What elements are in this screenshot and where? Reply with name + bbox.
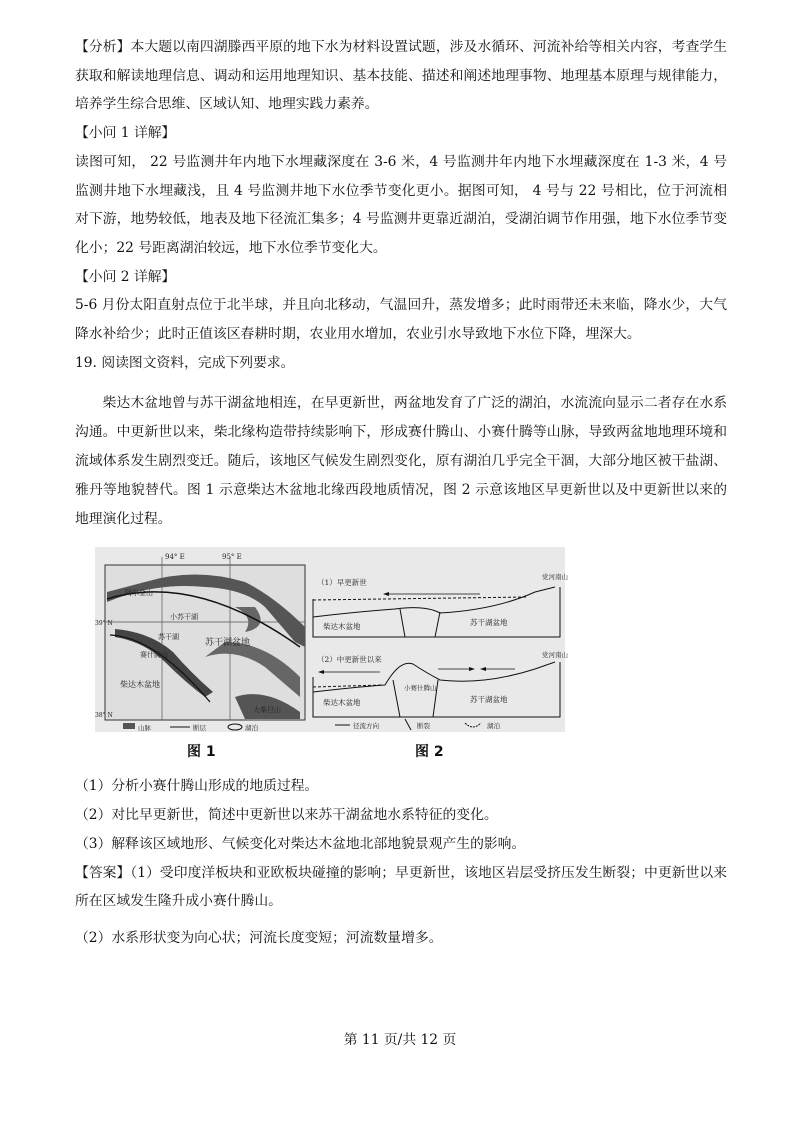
question-19-title: 19. 阅读图文资料，完成下列要求。 — [75, 354, 295, 371]
question-1: （1）分析小赛什腾山形成的地质过程。 — [75, 778, 319, 795]
map-label-dachaidan: 大柴旦山 — [253, 706, 281, 715]
map-label-lake: 苏干湖 — [158, 633, 179, 642]
map-label-saishiteng: 赛什腾山 — [140, 651, 168, 660]
page-content — [75, 33, 727, 953]
figure-image — [95, 547, 568, 733]
figure2-caption: 图 2 — [415, 744, 444, 761]
legend-lake-icon — [228, 724, 242, 730]
q1-heading: 【小问 1 详解】 — [75, 125, 176, 142]
legend-fracture: 断裂 — [417, 722, 430, 731]
stage2-label: （2）中更新世以来 — [317, 655, 382, 665]
q2-explanation: 5-6 月份太阳直射点位于北半球，并且向北移动，气温回升，蒸发增多；此时雨带还未来临，降水少，大气降水补给少；此时正值该区春耕时期，农业用水增加，农业引水导致地下水位下降，埋深大。 — [75, 297, 727, 343]
map-label-sugan-basin: 苏干湖盆地 — [205, 638, 251, 649]
figure2-profiles — [313, 572, 568, 730]
legend-runoff: 径流方向 — [353, 722, 379, 731]
legend-fault: 断层 — [193, 724, 206, 733]
map-label-altun: 阿尔金山 — [125, 589, 153, 598]
figure1-caption: 图 1 — [187, 744, 216, 761]
lon-95-label: 95° E — [222, 553, 242, 562]
map-label-qaidam: 柴达木盆地 — [120, 680, 160, 690]
lat-39-label: 39° N — [95, 620, 113, 628]
answer-2: （2）水系形状变为向心状；河流长度变短；河流数量增多。 — [75, 929, 443, 946]
stage1-label: （1）早更新世 — [317, 578, 367, 588]
lon-94-label: 94° E — [165, 553, 185, 562]
legend-mountain: 山脉 — [138, 724, 151, 733]
question-2: （2）对比早更新世，简述中更新世以来苏干湖盆地水系特征的变化。 — [75, 807, 498, 824]
q1-explanation: 读图可知， 22 号监测井年内地下水埋藏深度在 3-6 米，4 号监测井年内地下水埋藏深度在 1-3 米，4 号监测井地下水埋藏浅，且 4 号监测井地下水位季节变化更小。据图可知， 4 号与 22 号相比，位于河流相对下游，地势较低，地表及地下径流汇集多；4 号监测井更靠近湖泊，受湖泊调节作用强，地下水位季节变化小；22 号距离湖泊较远，地下水位季节变化大。 — [75, 153, 727, 256]
q2-heading: 【小问 2 详解】 — [75, 268, 176, 285]
reading-passage: 柴达木盆地曾与苏干湖盆地相连，在早更新世，两盆地发育了广泛的湖泊，水流流向显示二者存在水系沟通。中更新世以来，柴北缘构造带持续影响下，形成赛什腾山、小赛什腾等山脉，导致两盆地地理环境和流域体系发生剧烈变迁。随后，该地区气候发生剧烈变化，原有湖泊几乎完全干涸，大部分地区被干盐湖、雅丹等地貌替代。图 1 示意柴达木盆地北缘西段地质情况，图 2 示意该地区早更新世以及中更新世以来的地理演化过程。 — [75, 395, 727, 527]
stage2-danghe-mountain: 党河南山 — [542, 651, 568, 660]
stage2-sugan: 苏干湖盆地 — [470, 695, 508, 705]
figure-captions — [75, 732, 727, 772]
stage2-qaidam: 柴达木盆地 — [323, 698, 361, 708]
stage1-sugan: 苏干湖盆地 — [470, 618, 508, 628]
answer-1: 【答案】（1）受印度洋板块和亚欧板块碰撞的影响；早更新世，该地区岩层受挤压发生断裂；中更新世以来所在区域发生隆升成小赛什腾山。 — [75, 864, 727, 910]
map-label-small-lake: 小苏干湖 — [170, 613, 198, 622]
figure1-map — [95, 553, 305, 732]
analysis-paragraph: 【分析】本大题以南四湖滕西平原的地下水为材料设置试题，涉及水循环、河流补给等相关内容，考查学生获取和解读地理信息、调动和运用地理知识、基本技能、描述和阐述地理事物、地理基本原理与规律能力，培养学生综合思维、区域认知、地理实践力素养。 — [75, 39, 727, 113]
lat-38-label: 38° N — [95, 712, 113, 720]
stage1-qaidam: 柴达木盆地 — [323, 622, 361, 632]
legend-mountain-icon — [123, 723, 135, 729]
legend-lake2: 湖泊 — [487, 722, 500, 731]
page-number: 第 11 页/共 12 页 — [343, 1032, 457, 1048]
question-3: （3）解释该区域地形、气候变化对柴达木盆地北部地貌景观产生的影响。 — [75, 835, 526, 852]
stage1-danghe-mountain: 党河南山 — [542, 573, 568, 582]
stage2-xiaosaishiteng: 小赛什腾山 — [404, 684, 437, 693]
legend-lake: 湖泊 — [245, 724, 258, 733]
geology-figure — [95, 547, 568, 733]
